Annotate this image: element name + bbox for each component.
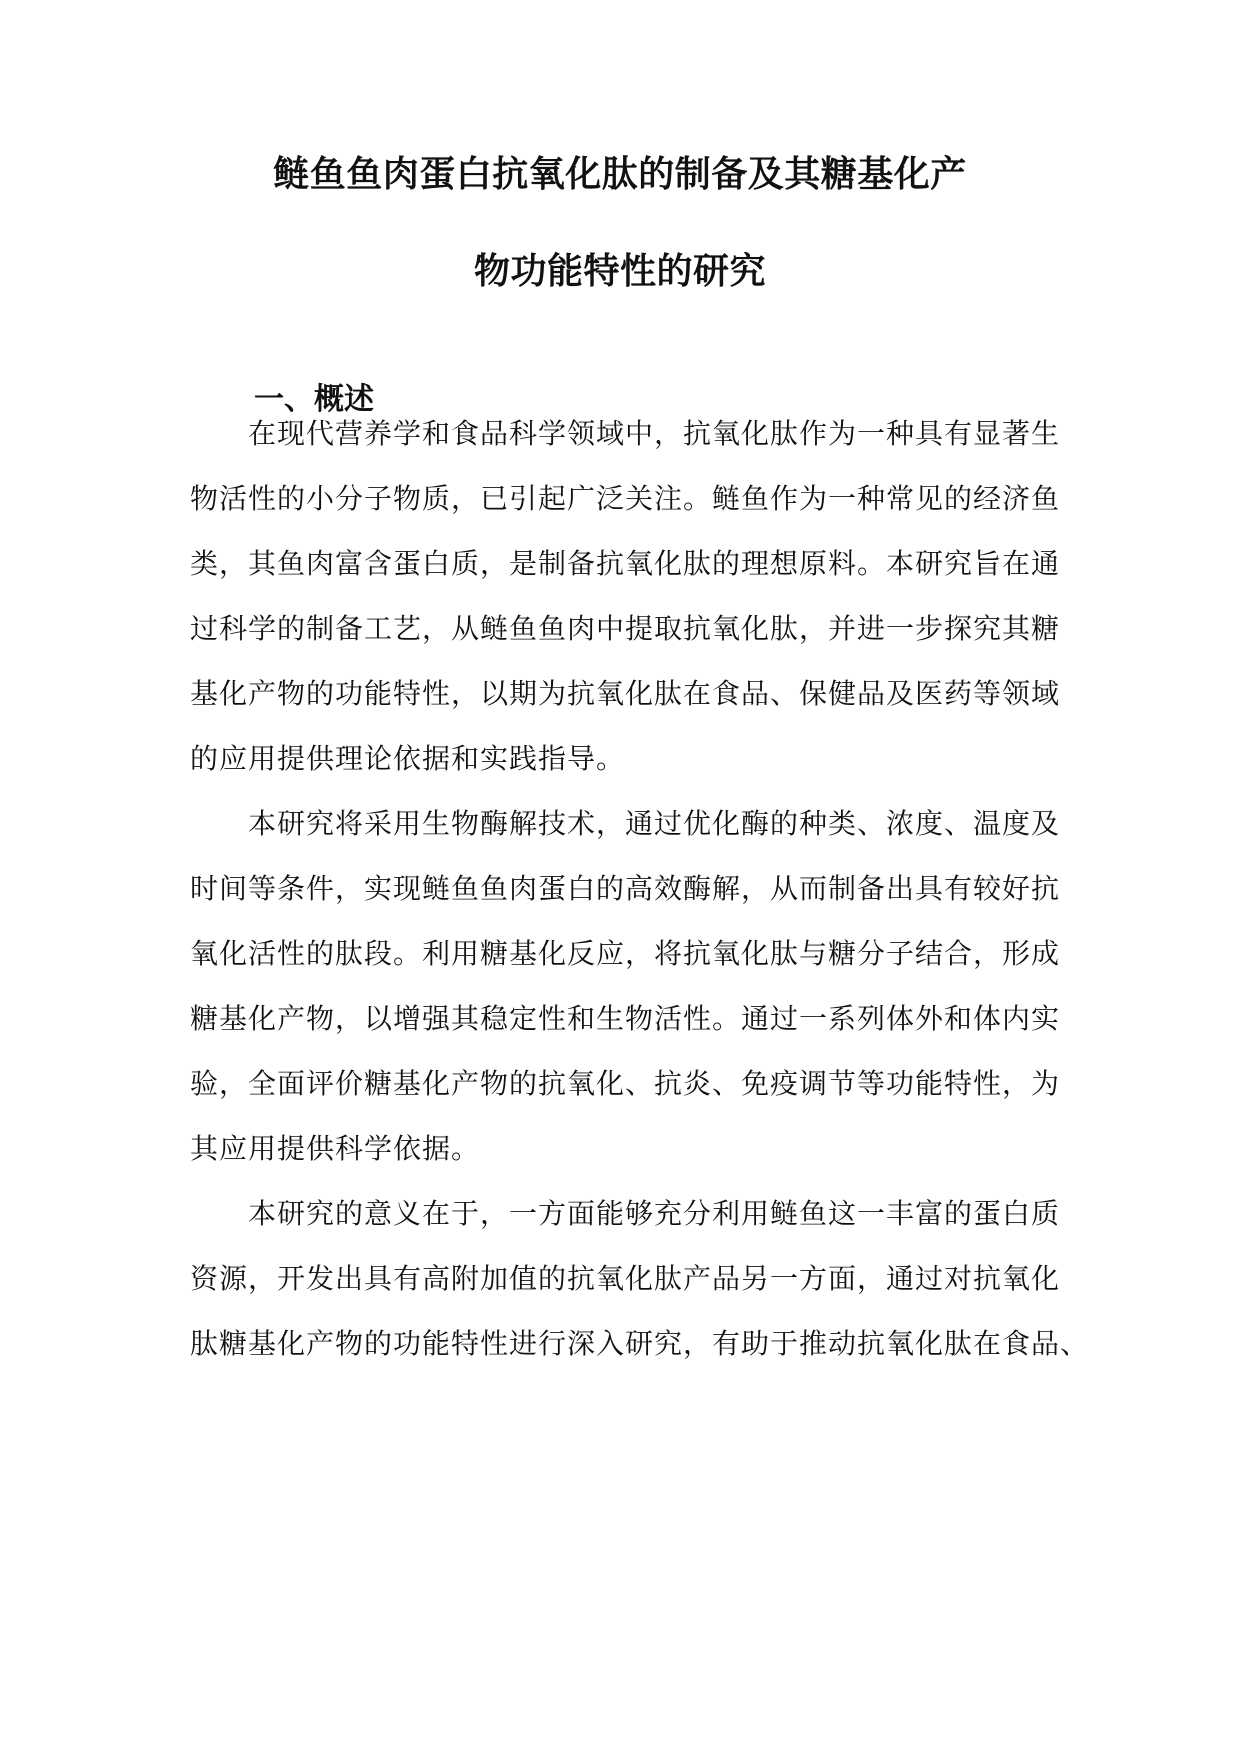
paragraph-1-line-4: 过科学的制备工艺，从鲢鱼鱼肉中提取抗氧化肽，并进一步探究其糖 [190, 612, 1061, 645]
paragraph-1-line-3: 类，其鱼肉富含蛋白质，是制备抗氧化肽的理想原料。本研究旨在通 [190, 547, 1061, 580]
document-title-line-1: 鲢鱼鱼肉蛋白抗氧化肽的制备及其糖基化产 [273, 154, 967, 195]
section-heading-overview: 一、概述 [254, 382, 374, 417]
paragraph-3-line-2: 资源，开发出具有高附加值的抗氧化肽产品另一方面，通过对抗氧化 [190, 1262, 1061, 1295]
paragraph-3-line-1: 本研究的意义在于，一方面能够充分利用鲢鱼这一丰富的蛋白质 [248, 1197, 1061, 1230]
document-title-line-2: 物功能特性的研究 [473, 251, 766, 292]
paragraph-3-line-3: 肽糖基化产物的功能特性进行深入研究，有助于推动抗氧化肽在食品、 [190, 1327, 1090, 1360]
paragraph-2-line-5: 验，全面评价糖基化产物的抗氧化、抗炎、免疫调节等功能特性，为 [190, 1067, 1061, 1100]
paragraph-1-line-6: 的应用提供理论依据和实践指导。 [190, 742, 626, 775]
paragraph-2-line-4: 糖基化产物，以增强其稳定性和生物活性。通过一系列体外和体内实 [190, 1002, 1061, 1035]
paragraph-1-line-2: 物活性的小分子物质，已引起广泛关注。鲢鱼作为一种常见的经济鱼 [190, 482, 1061, 515]
paragraph-2-line-2: 时间等条件，实现鲢鱼鱼肉蛋白的高效酶解，从而制备出具有较好抗 [190, 872, 1061, 905]
paragraph-1-line-5: 基化产物的功能特性，以期为抗氧化肽在食品、保健品及医药等领域 [190, 677, 1061, 710]
paragraph-2-line-6: 其应用提供科学依据。 [190, 1132, 481, 1165]
paragraph-2-line-1: 本研究将采用生物酶解技术，通过优化酶的种类、浓度、温度及 [248, 807, 1061, 840]
paragraph-2-line-3: 氧化活性的肽段。利用糖基化反应，将抗氧化肽与糖分子结合，形成 [190, 937, 1061, 970]
paragraph-1-line-1: 在现代营养学和食品科学领域中，抗氧化肽作为一种具有显著生 [248, 417, 1061, 450]
